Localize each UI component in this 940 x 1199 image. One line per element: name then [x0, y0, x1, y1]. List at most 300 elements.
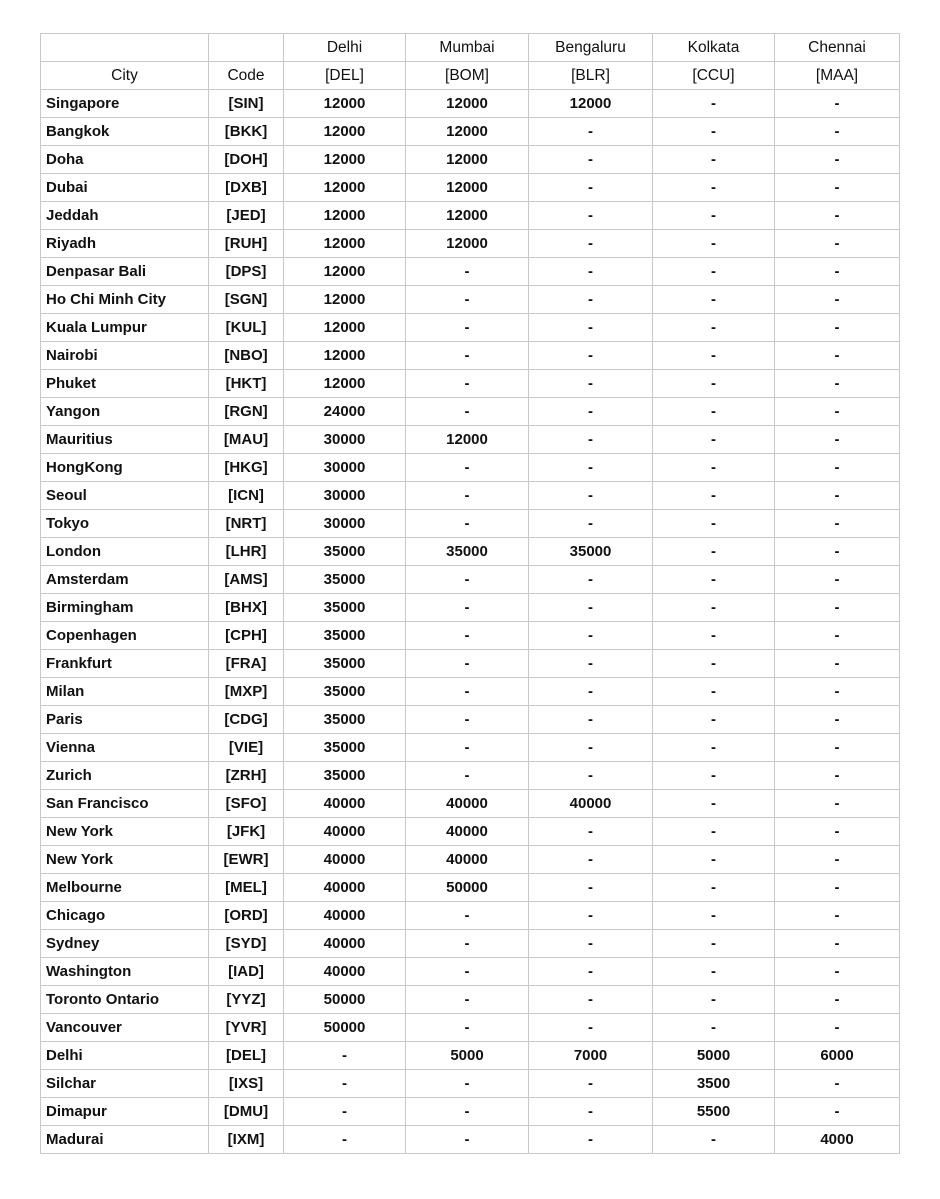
del-fare-cell: 12000 — [284, 118, 406, 146]
bom-fare-cell: 5000 — [406, 1042, 529, 1070]
table-row — [41, 706, 900, 734]
header-cell-mumbai: Mumbai — [406, 34, 529, 62]
blr-fare-cell: - — [529, 510, 653, 538]
bom-fare-cell: 12000 — [406, 90, 529, 118]
blr-fare-cell: - — [529, 118, 653, 146]
blr-fare-cell: - — [529, 1070, 653, 1098]
blr-fare-cell: - — [529, 846, 653, 874]
city-cell: Riyadh — [41, 230, 209, 258]
ccu-fare-cell: - — [653, 426, 775, 454]
city-cell: San Francisco — [41, 790, 209, 818]
city-cell: Jeddah — [41, 202, 209, 230]
maa-fare-cell: - — [775, 790, 900, 818]
code-cell: [DMU] — [209, 1098, 284, 1126]
del-fare-cell: 50000 — [284, 1014, 406, 1042]
del-fare-cell: 12000 — [284, 90, 406, 118]
del-fare-cell: 24000 — [284, 398, 406, 426]
blr-fare-cell: - — [529, 370, 653, 398]
bom-fare-cell: 12000 — [406, 174, 529, 202]
del-fare-cell: - — [284, 1126, 406, 1154]
city-cell: Yangon — [41, 398, 209, 426]
table-row — [41, 874, 900, 902]
header-cell-blr-code: [BLR] — [529, 62, 653, 90]
blr-fare-cell: - — [529, 762, 653, 790]
code-cell: [IAD] — [209, 958, 284, 986]
table-row — [41, 118, 900, 146]
table-row — [41, 818, 900, 846]
header-cell-code: Code — [209, 62, 284, 90]
header-cell-del-code: [DEL] — [284, 62, 406, 90]
ccu-fare-cell: - — [653, 454, 775, 482]
ccu-fare-cell: - — [653, 90, 775, 118]
header-row-codes — [41, 62, 900, 90]
table-row — [41, 930, 900, 958]
blr-fare-cell: - — [529, 1126, 653, 1154]
blr-fare-cell: - — [529, 230, 653, 258]
del-fare-cell: 35000 — [284, 566, 406, 594]
ccu-fare-cell: 5500 — [653, 1098, 775, 1126]
city-cell: London — [41, 538, 209, 566]
del-fare-cell: 12000 — [284, 314, 406, 342]
city-cell: Zurich — [41, 762, 209, 790]
code-cell: [KUL] — [209, 314, 284, 342]
blr-fare-cell: - — [529, 734, 653, 762]
ccu-fare-cell: - — [653, 986, 775, 1014]
ccu-fare-cell: - — [653, 734, 775, 762]
table-row — [41, 1070, 900, 1098]
bom-fare-cell: - — [406, 734, 529, 762]
maa-fare-cell: - — [775, 874, 900, 902]
bom-fare-cell: - — [406, 986, 529, 1014]
city-cell: Doha — [41, 146, 209, 174]
code-cell: [SFO] — [209, 790, 284, 818]
del-fare-cell: 12000 — [284, 174, 406, 202]
bom-fare-cell: - — [406, 1070, 529, 1098]
code-cell: [EWR] — [209, 846, 284, 874]
table-row — [41, 1014, 900, 1042]
city-cell: Frankfurt — [41, 650, 209, 678]
table-row — [41, 90, 900, 118]
del-fare-cell: 35000 — [284, 594, 406, 622]
code-cell: [DOH] — [209, 146, 284, 174]
code-cell: [MXP] — [209, 678, 284, 706]
blr-fare-cell: - — [529, 706, 653, 734]
ccu-fare-cell: - — [653, 314, 775, 342]
header-cell-bengaluru: Bengaluru — [529, 34, 653, 62]
code-cell: [SGN] — [209, 286, 284, 314]
table-row — [41, 1098, 900, 1126]
header-cell-maa-code: [MAA] — [775, 62, 900, 90]
maa-fare-cell: - — [775, 818, 900, 846]
ccu-fare-cell: - — [653, 790, 775, 818]
del-fare-cell: 30000 — [284, 426, 406, 454]
city-cell: Madurai — [41, 1126, 209, 1154]
header-row-destinations — [41, 34, 900, 62]
table-row — [41, 734, 900, 762]
del-fare-cell: 12000 — [284, 286, 406, 314]
blr-fare-cell: - — [529, 1014, 653, 1042]
del-fare-cell: 40000 — [284, 846, 406, 874]
maa-fare-cell: - — [775, 1098, 900, 1126]
header-cell — [41, 34, 209, 62]
ccu-fare-cell: - — [653, 342, 775, 370]
ccu-fare-cell: - — [653, 118, 775, 146]
table-row — [41, 678, 900, 706]
del-fare-cell: 35000 — [284, 734, 406, 762]
bom-fare-cell: - — [406, 1126, 529, 1154]
table-row — [41, 594, 900, 622]
ccu-fare-cell: - — [653, 1126, 775, 1154]
maa-fare-cell: - — [775, 202, 900, 230]
ccu-fare-cell: - — [653, 902, 775, 930]
maa-fare-cell: - — [775, 1014, 900, 1042]
code-cell: [CDG] — [209, 706, 284, 734]
table-row — [41, 146, 900, 174]
bom-fare-cell: 50000 — [406, 874, 529, 902]
city-cell: New York — [41, 846, 209, 874]
city-cell: Singapore — [41, 90, 209, 118]
maa-fare-cell: - — [775, 174, 900, 202]
maa-fare-cell: - — [775, 650, 900, 678]
bom-fare-cell: 40000 — [406, 790, 529, 818]
city-cell: Melbourne — [41, 874, 209, 902]
blr-fare-cell: - — [529, 930, 653, 958]
blr-fare-cell: - — [529, 902, 653, 930]
table-row — [41, 1042, 900, 1070]
table-row — [41, 790, 900, 818]
ccu-fare-cell: - — [653, 370, 775, 398]
ccu-fare-cell: - — [653, 594, 775, 622]
ccu-fare-cell: - — [653, 566, 775, 594]
del-fare-cell: 30000 — [284, 510, 406, 538]
city-cell: Denpasar Bali — [41, 258, 209, 286]
ccu-fare-cell: 3500 — [653, 1070, 775, 1098]
table-row — [41, 622, 900, 650]
fare-table — [40, 33, 900, 1154]
code-cell: [YVR] — [209, 1014, 284, 1042]
bom-fare-cell: - — [406, 706, 529, 734]
maa-fare-cell: - — [775, 846, 900, 874]
blr-fare-cell: 35000 — [529, 538, 653, 566]
code-cell: [AMS] — [209, 566, 284, 594]
blr-fare-cell: - — [529, 818, 653, 846]
del-fare-cell: - — [284, 1098, 406, 1126]
city-cell: New York — [41, 818, 209, 846]
maa-fare-cell: - — [775, 370, 900, 398]
ccu-fare-cell: - — [653, 818, 775, 846]
header-cell-kolkata: Kolkata — [653, 34, 775, 62]
bom-fare-cell: - — [406, 594, 529, 622]
blr-fare-cell: 40000 — [529, 790, 653, 818]
ccu-fare-cell: - — [653, 538, 775, 566]
del-fare-cell: 50000 — [284, 986, 406, 1014]
maa-fare-cell: - — [775, 230, 900, 258]
ccu-fare-cell: - — [653, 930, 775, 958]
code-cell: [RUH] — [209, 230, 284, 258]
table-row — [41, 258, 900, 286]
code-cell: [MAU] — [209, 426, 284, 454]
bom-fare-cell: 40000 — [406, 846, 529, 874]
code-cell: [MEL] — [209, 874, 284, 902]
ccu-fare-cell: - — [653, 846, 775, 874]
blr-fare-cell: - — [529, 398, 653, 426]
code-cell: [ICN] — [209, 482, 284, 510]
code-cell: [JED] — [209, 202, 284, 230]
header-cell-delhi: Delhi — [284, 34, 406, 62]
table-row — [41, 650, 900, 678]
ccu-fare-cell: - — [653, 510, 775, 538]
code-cell: [JFK] — [209, 818, 284, 846]
maa-fare-cell: - — [775, 90, 900, 118]
ccu-fare-cell: - — [653, 706, 775, 734]
ccu-fare-cell: - — [653, 398, 775, 426]
code-cell: [CPH] — [209, 622, 284, 650]
code-cell: [SIN] — [209, 90, 284, 118]
city-cell: Silchar — [41, 1070, 209, 1098]
ccu-fare-cell: - — [653, 1014, 775, 1042]
bom-fare-cell: - — [406, 258, 529, 286]
city-cell: Tokyo — [41, 510, 209, 538]
maa-fare-cell: - — [775, 146, 900, 174]
table-row — [41, 230, 900, 258]
ccu-fare-cell: - — [653, 230, 775, 258]
del-fare-cell: - — [284, 1042, 406, 1070]
code-cell: [BHX] — [209, 594, 284, 622]
maa-fare-cell: - — [775, 118, 900, 146]
maa-fare-cell: - — [775, 986, 900, 1014]
del-fare-cell: 40000 — [284, 930, 406, 958]
maa-fare-cell: - — [775, 286, 900, 314]
blr-fare-cell: 7000 — [529, 1042, 653, 1070]
blr-fare-cell: - — [529, 286, 653, 314]
maa-fare-cell: - — [775, 342, 900, 370]
ccu-fare-cell: 5000 — [653, 1042, 775, 1070]
bom-fare-cell: - — [406, 454, 529, 482]
maa-fare-cell: - — [775, 566, 900, 594]
del-fare-cell: 40000 — [284, 958, 406, 986]
table-row — [41, 202, 900, 230]
table-row — [41, 286, 900, 314]
maa-fare-cell: - — [775, 930, 900, 958]
table-row — [41, 566, 900, 594]
maa-fare-cell: - — [775, 594, 900, 622]
city-cell: Phuket — [41, 370, 209, 398]
table-row — [41, 902, 900, 930]
del-fare-cell: 40000 — [284, 902, 406, 930]
table-row — [41, 398, 900, 426]
del-fare-cell: 35000 — [284, 622, 406, 650]
city-cell: Delhi — [41, 1042, 209, 1070]
bom-fare-cell: - — [406, 1014, 529, 1042]
city-cell: Amsterdam — [41, 566, 209, 594]
fare-table-body — [41, 34, 900, 1154]
ccu-fare-cell: - — [653, 174, 775, 202]
code-cell: [YYZ] — [209, 986, 284, 1014]
bom-fare-cell: - — [406, 566, 529, 594]
city-cell: Bangkok — [41, 118, 209, 146]
table-row — [41, 174, 900, 202]
table-row — [41, 958, 900, 986]
bom-fare-cell: - — [406, 342, 529, 370]
code-cell: [LHR] — [209, 538, 284, 566]
del-fare-cell: 12000 — [284, 258, 406, 286]
blr-fare-cell: - — [529, 986, 653, 1014]
maa-fare-cell: 4000 — [775, 1126, 900, 1154]
maa-fare-cell: - — [775, 902, 900, 930]
code-cell: [DEL] — [209, 1042, 284, 1070]
maa-fare-cell: - — [775, 258, 900, 286]
code-cell: [NBO] — [209, 342, 284, 370]
table-row — [41, 314, 900, 342]
table-row — [41, 426, 900, 454]
code-cell: [SYD] — [209, 930, 284, 958]
maa-fare-cell: - — [775, 622, 900, 650]
bom-fare-cell: - — [406, 622, 529, 650]
table-row — [41, 342, 900, 370]
city-cell: Seoul — [41, 482, 209, 510]
bom-fare-cell: 12000 — [406, 118, 529, 146]
code-cell: [BKK] — [209, 118, 284, 146]
ccu-fare-cell: - — [653, 286, 775, 314]
ccu-fare-cell: - — [653, 762, 775, 790]
bom-fare-cell: - — [406, 1098, 529, 1126]
del-fare-cell: 35000 — [284, 762, 406, 790]
bom-fare-cell: - — [406, 958, 529, 986]
header-cell-city: City — [41, 62, 209, 90]
del-fare-cell: 40000 — [284, 874, 406, 902]
blr-fare-cell: - — [529, 454, 653, 482]
bom-fare-cell: 12000 — [406, 202, 529, 230]
blr-fare-cell: - — [529, 258, 653, 286]
city-cell: Copenhagen — [41, 622, 209, 650]
blr-fare-cell: - — [529, 622, 653, 650]
city-cell: Nairobi — [41, 342, 209, 370]
blr-fare-cell: - — [529, 482, 653, 510]
maa-fare-cell: - — [775, 762, 900, 790]
table-row — [41, 482, 900, 510]
maa-fare-cell: 6000 — [775, 1042, 900, 1070]
table-row — [41, 986, 900, 1014]
blr-fare-cell: - — [529, 566, 653, 594]
code-cell: [FRA] — [209, 650, 284, 678]
code-cell: [IXM] — [209, 1126, 284, 1154]
code-cell: [RGN] — [209, 398, 284, 426]
ccu-fare-cell: - — [653, 622, 775, 650]
blr-fare-cell: - — [529, 202, 653, 230]
del-fare-cell: - — [284, 1070, 406, 1098]
maa-fare-cell: - — [775, 538, 900, 566]
maa-fare-cell: - — [775, 482, 900, 510]
blr-fare-cell: - — [529, 426, 653, 454]
blr-fare-cell: - — [529, 678, 653, 706]
fare-table-sheet — [40, 33, 900, 1154]
maa-fare-cell: - — [775, 314, 900, 342]
code-cell: [DXB] — [209, 174, 284, 202]
table-row — [41, 454, 900, 482]
bom-fare-cell: - — [406, 286, 529, 314]
bom-fare-cell: - — [406, 762, 529, 790]
city-cell: Dimapur — [41, 1098, 209, 1126]
del-fare-cell: 40000 — [284, 790, 406, 818]
maa-fare-cell: - — [775, 510, 900, 538]
bom-fare-cell: 12000 — [406, 146, 529, 174]
del-fare-cell: 40000 — [284, 818, 406, 846]
city-cell: Ho Chi Minh City — [41, 286, 209, 314]
code-cell: [HKT] — [209, 370, 284, 398]
header-cell-bom-code: [BOM] — [406, 62, 529, 90]
bom-fare-cell: - — [406, 678, 529, 706]
blr-fare-cell: - — [529, 650, 653, 678]
bom-fare-cell: - — [406, 650, 529, 678]
bom-fare-cell: - — [406, 902, 529, 930]
city-cell: Dubai — [41, 174, 209, 202]
code-cell: [ORD] — [209, 902, 284, 930]
blr-fare-cell: - — [529, 146, 653, 174]
city-cell: Washington — [41, 958, 209, 986]
del-fare-cell: 12000 — [284, 230, 406, 258]
blr-fare-cell: - — [529, 958, 653, 986]
ccu-fare-cell: - — [653, 146, 775, 174]
bom-fare-cell: 40000 — [406, 818, 529, 846]
table-row — [41, 370, 900, 398]
table-row — [41, 510, 900, 538]
table-row — [41, 762, 900, 790]
maa-fare-cell: - — [775, 958, 900, 986]
ccu-fare-cell: - — [653, 958, 775, 986]
city-cell: Toronto Ontario — [41, 986, 209, 1014]
bom-fare-cell: - — [406, 510, 529, 538]
ccu-fare-cell: - — [653, 678, 775, 706]
del-fare-cell: 35000 — [284, 538, 406, 566]
city-cell: Milan — [41, 678, 209, 706]
city-cell: HongKong — [41, 454, 209, 482]
city-cell: Kuala Lumpur — [41, 314, 209, 342]
bom-fare-cell: 35000 — [406, 538, 529, 566]
city-cell: Chicago — [41, 902, 209, 930]
del-fare-cell: 12000 — [284, 202, 406, 230]
header-cell-chennai: Chennai — [775, 34, 900, 62]
blr-fare-cell: 12000 — [529, 90, 653, 118]
code-cell: [IXS] — [209, 1070, 284, 1098]
city-cell: Birmingham — [41, 594, 209, 622]
del-fare-cell: 30000 — [284, 454, 406, 482]
bom-fare-cell: 12000 — [406, 230, 529, 258]
ccu-fare-cell: - — [653, 874, 775, 902]
maa-fare-cell: - — [775, 1070, 900, 1098]
blr-fare-cell: - — [529, 1098, 653, 1126]
bom-fare-cell: 12000 — [406, 426, 529, 454]
maa-fare-cell: - — [775, 678, 900, 706]
blr-fare-cell: - — [529, 342, 653, 370]
maa-fare-cell: - — [775, 706, 900, 734]
bom-fare-cell: - — [406, 482, 529, 510]
city-cell: Vancouver — [41, 1014, 209, 1042]
code-cell: [DPS] — [209, 258, 284, 286]
del-fare-cell: 35000 — [284, 706, 406, 734]
ccu-fare-cell: - — [653, 258, 775, 286]
bom-fare-cell: - — [406, 370, 529, 398]
table-row — [41, 1126, 900, 1154]
header-cell — [209, 34, 284, 62]
blr-fare-cell: - — [529, 874, 653, 902]
del-fare-cell: 12000 — [284, 370, 406, 398]
blr-fare-cell: - — [529, 314, 653, 342]
ccu-fare-cell: - — [653, 482, 775, 510]
code-cell: [VIE] — [209, 734, 284, 762]
city-cell: Sydney — [41, 930, 209, 958]
blr-fare-cell: - — [529, 594, 653, 622]
del-fare-cell: 12000 — [284, 146, 406, 174]
